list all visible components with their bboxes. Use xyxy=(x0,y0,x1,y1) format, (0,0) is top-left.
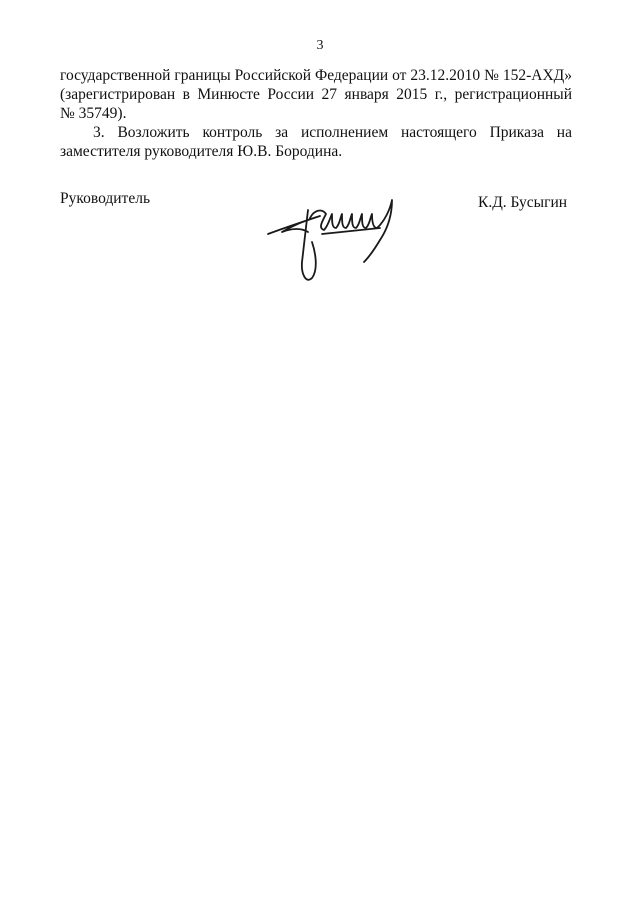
signature-icon xyxy=(262,188,412,288)
text-line: № 35749). xyxy=(60,105,127,122)
text-line: заместителя руководителя Ю.В. Бородина. xyxy=(60,143,343,160)
text-line: (зарегистрирован в Минюсте России 27 января 2015 г., регистрационный xyxy=(60,86,572,103)
text-line: 3. Возложить контроль за исполнением настоящего Приказа на xyxy=(93,124,572,141)
signatory-name: К.Д. Бусыгин xyxy=(478,194,568,211)
signatory-title: Руководитель xyxy=(60,190,151,207)
paragraph-reference xyxy=(60,66,572,123)
paragraph-item-3 xyxy=(60,123,572,161)
document-body xyxy=(60,66,572,161)
page-number: 3 xyxy=(316,38,324,53)
text-line: государственной границы Российской Федерации от 23.12.2010 № 152-АХД» xyxy=(60,67,572,84)
